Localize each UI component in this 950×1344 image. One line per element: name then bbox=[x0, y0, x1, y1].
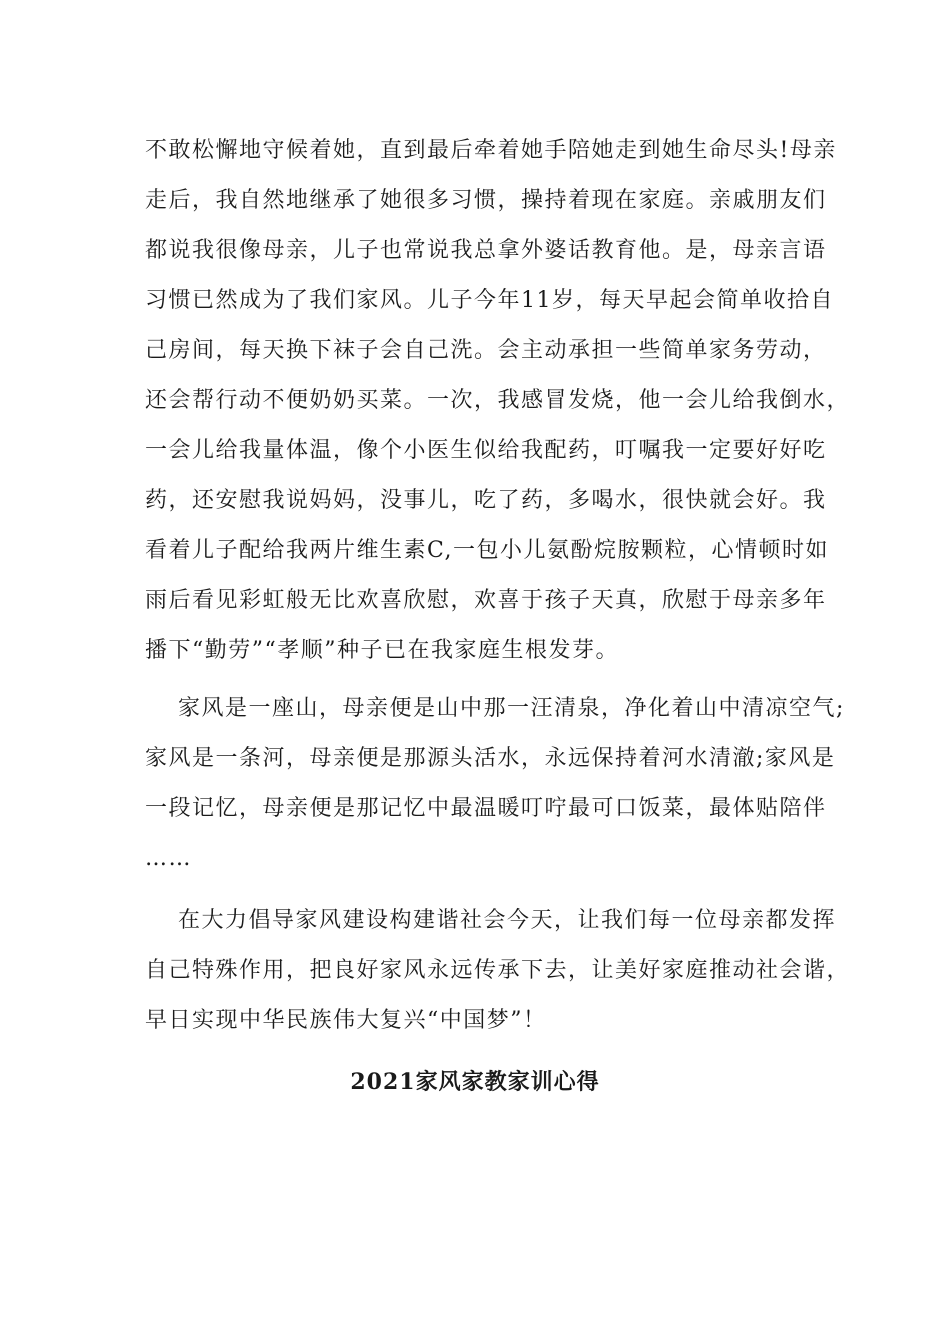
text-line: 自己特殊作用，把良好家风永远传承下去，让美好家庭推动社会谐， bbox=[145, 958, 851, 983]
text-line: 看着儿子配给我两片维生素C,一包小儿氨酚烷胺颗粒，心情顿时如 bbox=[145, 538, 830, 563]
text-line: 走后，我自然地继承了她很多习惯，操持着现在家庭。亲戚朋友们 bbox=[145, 188, 827, 213]
text-line: 家风是一座山，母亲便是山中那一汪清泉，净化着山中清凉空气; bbox=[178, 696, 845, 721]
text-line: 己房间，每天换下袜子会自己洗。会主动承担一些简单家务劳动， bbox=[145, 338, 827, 363]
text-line: 药，还安慰我说妈妈，没事儿，吃了药，多喝水，很快就会好。我 bbox=[145, 488, 827, 513]
text-line: 早日实现中华民族伟大复兴“中国梦”！ bbox=[145, 1008, 547, 1033]
text-line: 一会儿给我量体温，像个小医生似给我配药，叮嘱我一定要好好吃 bbox=[145, 438, 827, 463]
text-line: 雨后看见彩虹般无比欢喜欣慰，欢喜于孩子天真，欣慰于母亲多年 bbox=[145, 588, 827, 613]
text-line: 习惯已然成为了我们家风。儿子今年11岁，每天早起会简单收拾自 bbox=[145, 288, 834, 313]
paragraph-1 bbox=[145, 126, 851, 676]
paragraph-2 bbox=[145, 684, 845, 884]
text-line: 还会帮行动不便奶奶买菜。一次，我感冒发烧，他一会儿给我倒水， bbox=[145, 388, 851, 413]
text-line: 在大力倡导家风建设构建谐社会今天，让我们每一位母亲都发挥 bbox=[178, 908, 837, 933]
section-title: 2021家风家教家训心得 bbox=[350, 1069, 600, 1095]
text-line: …… bbox=[145, 846, 192, 871]
text-line: 家风是一条河，母亲便是那源头活水，永远保持着河水清澈;家风是 bbox=[145, 746, 836, 771]
text-line: 一段记忆，母亲便是那记忆中最温暖叮咛最可口饭菜，最体贴陪伴 bbox=[145, 796, 827, 821]
text-line: 都说我很像母亲，儿子也常说我总拿外婆话教育他。是，母亲言语 bbox=[145, 238, 827, 263]
text-line: 不敢松懈地守候着她，直到最后牵着她手陪她走到她生命尽头!母亲 bbox=[145, 138, 837, 163]
paragraph-3 bbox=[145, 896, 851, 1046]
text-line: 播下“勤劳”“孝顺”种子已在我家庭生根发芽。 bbox=[145, 638, 619, 663]
